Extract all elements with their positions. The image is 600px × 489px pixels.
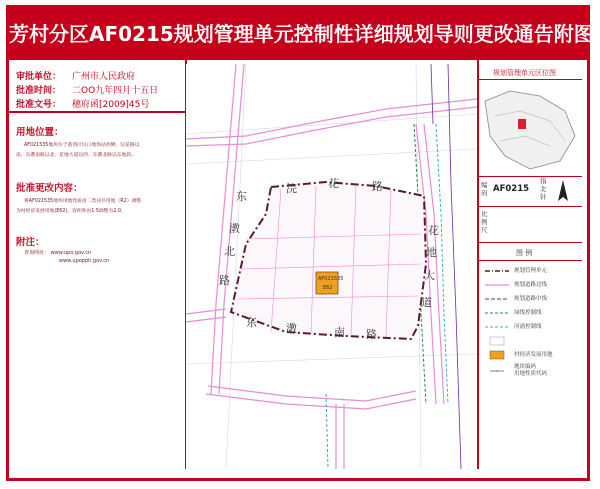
road-bottom-2: 漖 [286, 322, 297, 335]
location-map-heading: 规划管理单元区位图 [493, 69, 556, 77]
legend-item-road-edge [478, 278, 582, 292]
page-title: 芳村分区AF0215规划管理单元控制性详细规划导则更改通告附图 [9, 22, 594, 46]
legend-item-road-center [478, 292, 582, 306]
road-right-1: 花 [428, 224, 439, 237]
scale-label: 比 例 尺 [481, 210, 488, 234]
legend-label-unit: 规划管理单元 [514, 268, 548, 274]
note-heading: 附注： [16, 237, 45, 248]
note-url-2: www.upopph.gov.cn [59, 258, 110, 264]
legend-item-economic-land [478, 348, 582, 362]
road-right-3: 大 [424, 269, 435, 282]
change-heading: 批准更改内容： [16, 183, 83, 194]
change-line-1: 将AF021535地块用地性质由二类居住用地（R2）调整 [24, 199, 142, 204]
road-right-4: 道 [421, 296, 432, 309]
change-line-2: 为村经济发展用地(E62)，容积率由1.5调整为2.0。 [16, 209, 126, 214]
land-line-2: 南、东漖南路以北、花地大道以西、东漖北路以东地段。 [16, 153, 136, 158]
approval-doc-label: 批准文号： [16, 100, 62, 110]
legend-heading-rule [478, 260, 582, 261]
legend-item-water-line [478, 320, 582, 334]
approval-time-value: 二OO九年四月十五日 [72, 86, 159, 96]
road-bottom-4: 路 [366, 328, 377, 341]
road-right-2: 地 [426, 246, 437, 259]
legend-label-economic-land: 村经济发展用地 [514, 352, 553, 358]
legend-label-road-edge: 规划道路边线 [514, 282, 548, 288]
road-left-3: 北 [224, 245, 235, 258]
road-top-3: 路 [372, 180, 383, 193]
location-map-rule [478, 176, 582, 177]
unit-code-value: AF0215 [493, 184, 530, 194]
road-left-1: 东 [236, 190, 247, 203]
location-map [480, 81, 580, 176]
section-divider [9, 111, 186, 113]
approval-doc-value: 穗府函[2009]45号 [72, 100, 150, 110]
legend-label-parcel-code: 地块编码 用地性质代码 [514, 364, 548, 377]
road-top-2: 花 [328, 177, 339, 190]
side-panel [478, 64, 582, 469]
road-top-1: 浣 [286, 182, 297, 195]
legend-list [478, 264, 582, 464]
parcel-code-label: AF021535 [318, 276, 344, 282]
legend-item-green-line [478, 306, 582, 320]
legend-item-parcel-code [478, 362, 582, 380]
location-marker [518, 119, 526, 129]
approval-unit-label: 审批单位： [16, 72, 62, 82]
note-url-1: 查询网址： www.upo.gov.cn [24, 250, 92, 256]
map-svg [186, 64, 477, 469]
road-bottom-3: 南 [334, 326, 345, 339]
parcel-use-label: E62 [323, 285, 333, 291]
road-left-2: 漖 [229, 222, 240, 235]
legend-label-green-line: 绿线控制线 [514, 310, 542, 316]
scale-rule [478, 242, 582, 243]
land-heading: 用地位置： [16, 127, 64, 138]
north-label: 指 北 针 [540, 177, 547, 201]
approval-unit-value: 广州市人民政府 [72, 72, 136, 82]
unit-code-label: 编 码 [481, 181, 488, 197]
legend-heading: 图 例 [516, 249, 533, 257]
planning-map [186, 64, 477, 469]
legend-label-water-line: 河涌控制线 [514, 324, 542, 330]
location-heading-rule [478, 79, 582, 80]
north-arrow-icon [554, 179, 572, 205]
land-line-1: AF021535地块位于荔湾区坑口地铁站西侧，浣花路以 [24, 143, 140, 148]
title-bar [9, 8, 594, 60]
approval-time-label: 批准时间： [16, 86, 62, 96]
legend-label-road-center: 规划道路中线 [514, 296, 548, 302]
legend-item-unit [478, 264, 582, 278]
code-rule [478, 206, 582, 207]
legend-item-blank [478, 334, 582, 348]
road-bottom-1: 东 [246, 316, 257, 329]
road-left-4: 路 [219, 274, 230, 287]
